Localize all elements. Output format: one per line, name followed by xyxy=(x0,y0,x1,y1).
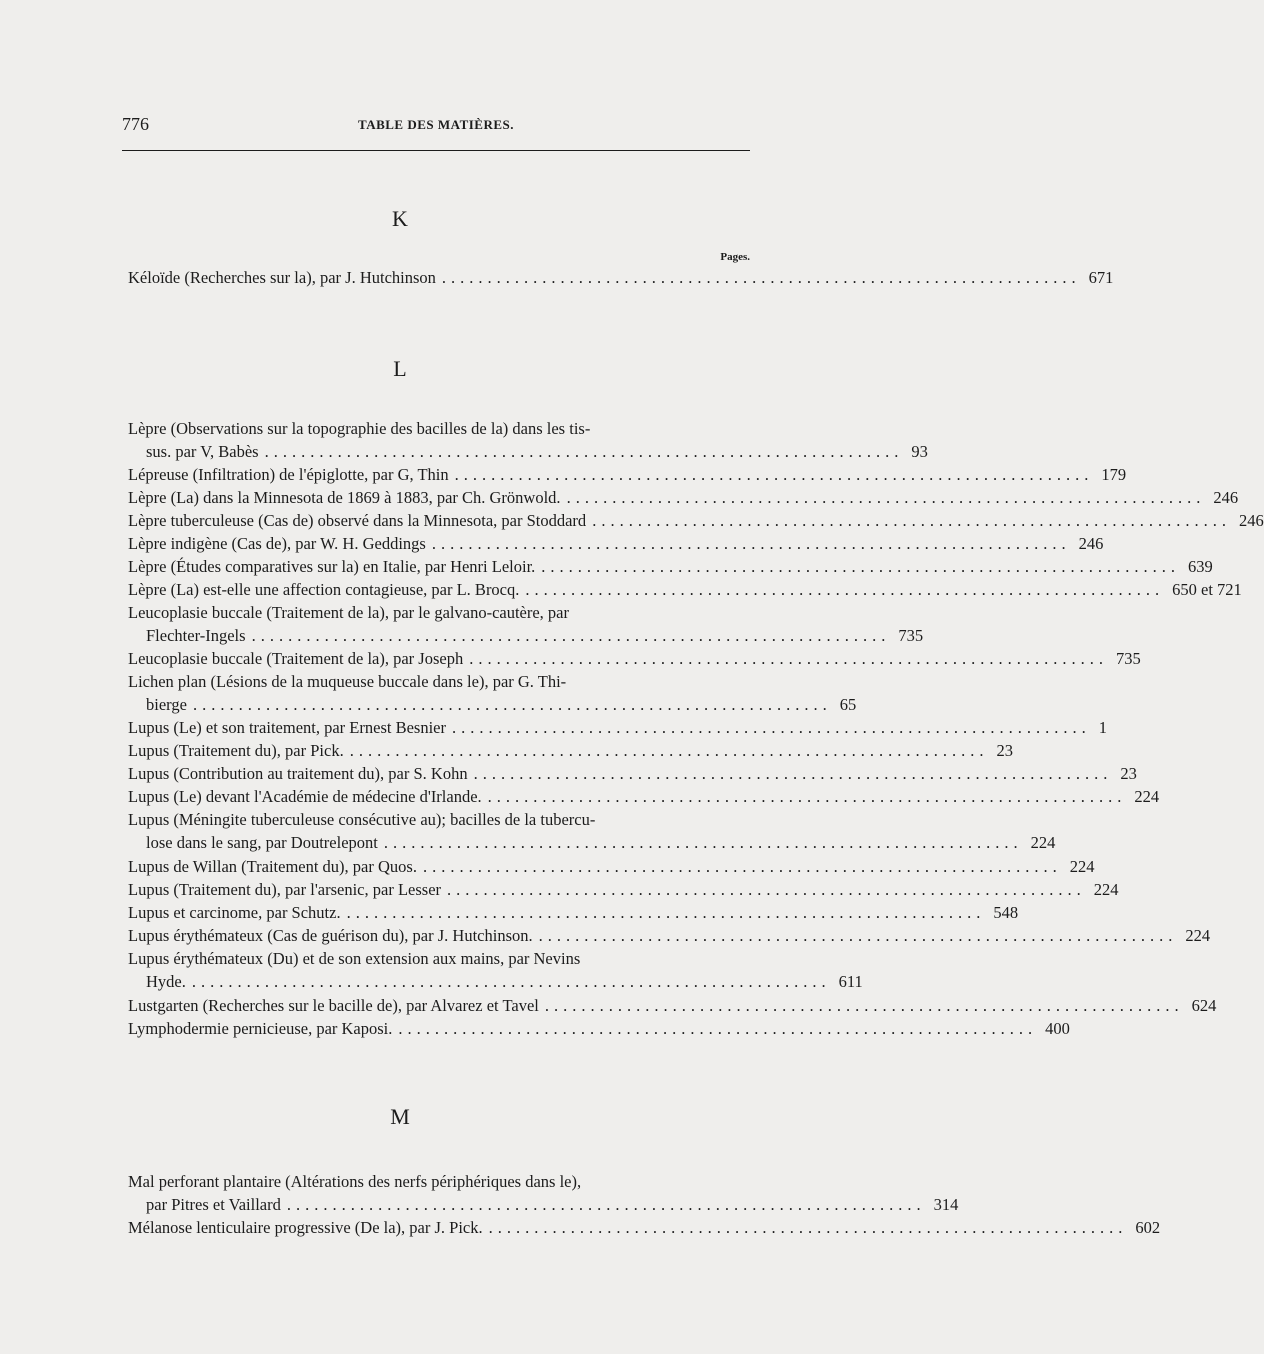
index-entry: Lupus et carcinome, par Schutz. ...................................................................... 548 xyxy=(128,903,1019,922)
index-entry: Lèpre (La) est-elle une affection contagieuse, par L. Brocq. ...................................................................... 650 et 721 xyxy=(128,580,1242,599)
index-entry: Lèpre (Études comparatives sur la) en Italie, par Henri Leloir. ...................................................................... 639 xyxy=(128,557,1213,576)
leader-dots: ...................................................................... xyxy=(264,442,904,461)
entry-page: 224 xyxy=(1069,857,1095,876)
entry-page: 65 xyxy=(839,695,857,714)
leader-dots: ...................................................................... xyxy=(538,926,1178,945)
leader-dots: ...................................................................... xyxy=(441,268,1081,287)
index-entry: Lupus de Willan (Traitement du), par Quos. ...................................................................... 224 xyxy=(128,857,1095,876)
pages-column-label: Pages. xyxy=(720,251,750,263)
entry-page: 23 xyxy=(996,741,1013,760)
index-entry: Lupus (Traitement du), par l'arsenic, par Lesser ...................................................................... 224 xyxy=(128,880,1119,899)
leader-dots: ...................................................................... xyxy=(383,833,1023,852)
entry-page: 246 xyxy=(1213,488,1239,507)
index-entry: Lépreuse (Infiltration) de l'épiglotte, par G, Thin ...................................................................... 179 xyxy=(128,465,1127,484)
index-entry: Lupus (Contribution au traitement du), par S. Kohn ...................................................................... 23 xyxy=(128,764,1137,783)
index-entry: Lupus érythémateux (Du) et de son extension aux mains, par Nevins Hyde. ...................................................................... 611 xyxy=(128,949,863,991)
index-entry: Leucoplasie buccale (Traitement de la), par le galvano-cautère, par Flechter-Ingels ...................................................................... 735 xyxy=(128,603,924,645)
leader-dots: ...................................................................... xyxy=(473,764,1113,783)
leader-dots: ...................................................................... xyxy=(346,903,986,922)
running-title: TABLE DES MATIÈRES. xyxy=(357,117,515,132)
index-entry: Mal perforant plantaire (Altérations des nerfs périphériques dans le), par Pitres et Vaillard ...................................................................... 314 xyxy=(128,1172,959,1214)
leader-dots: ...................................................................... xyxy=(592,511,1231,530)
header-rule xyxy=(122,150,750,151)
index-entry: Kéloïde (Recherches sur la), par J. Hutchinson ...................................................................... 671 xyxy=(128,268,1114,287)
entry-page: 23 xyxy=(1120,764,1137,783)
index-entry: Mélanose lenticulaire progressive (De la), par J. Pick. ...................................................................... 602 xyxy=(128,1218,1161,1237)
entry-page: 735 xyxy=(898,626,924,645)
index-entry: Lustgarten (Recherches sur le bacille de), par Alvarez et Tavel ...................................................................... 624 xyxy=(128,996,1217,1015)
entry-page: 639 xyxy=(1188,557,1213,576)
entry-page: 400 xyxy=(1045,1019,1070,1038)
entry-page: 611 xyxy=(838,972,863,991)
leader-dots: ...................................................................... xyxy=(191,972,831,991)
index-entry: Lymphodermie pernicieuse, par Kaposi. ...................................................................... 400 xyxy=(128,1019,1070,1038)
leader-dots: ...................................................................... xyxy=(454,465,1094,484)
entry-page: 735 xyxy=(1115,649,1141,668)
leader-dots: ...................................................................... xyxy=(286,1195,926,1214)
index-entry: Lèpre (La) dans la Minnesota de 1869 à 1883, par Ch. Grönwold. ...................................................................... 246 xyxy=(128,488,1239,507)
entry-page: 224 xyxy=(1093,880,1119,899)
leader-dots: ...................................................................... xyxy=(488,1218,1128,1237)
index-entry: Lichen plan (Lésions de la muqueuse buccale dans le), par G. Thi- bierge ...................................................................... 65 xyxy=(128,672,857,714)
index-entry: Lupus érythémateux (Cas de guérison du), par J. Hutchinson. ...................................................................... 224 xyxy=(128,926,1211,945)
leader-dots: ...................................................................... xyxy=(398,1019,1038,1038)
entry-page: 224 xyxy=(1134,787,1160,806)
index-entry: Lèpre indigène (Cas de), par W. H. Geddings ...................................................................... 246 xyxy=(128,534,1104,553)
entry-page: 93 xyxy=(911,442,928,461)
entry-page: 650 et 721 xyxy=(1172,580,1242,599)
leader-dots: ...................................................................... xyxy=(544,996,1184,1015)
entry-page: 602 xyxy=(1135,1218,1161,1237)
entry-page: 246 xyxy=(1238,511,1264,530)
page-number: 776 xyxy=(122,114,149,134)
leader-dots: ...................................................................... xyxy=(422,857,1062,876)
leader-dots: ...................................................................... xyxy=(451,718,1091,737)
index-entry: Lupus (Le) devant l'Académie de médecine d'Irlande. ...................................................................... 224 xyxy=(128,787,1160,806)
leader-dots: ...................................................................... xyxy=(349,741,989,760)
entry-page: 1 xyxy=(1098,718,1107,737)
leader-dots: ...................................................................... xyxy=(447,880,1086,899)
leader-dots: ...................................................................... xyxy=(469,649,1108,668)
section-letter-k: K xyxy=(392,206,408,231)
entry-page: 548 xyxy=(993,903,1019,922)
entry-page: 224 xyxy=(1185,926,1211,945)
leader-dots: ...................................................................... xyxy=(192,695,832,714)
running-header xyxy=(122,114,750,138)
index-entry: Lèpre (Observations sur la topographie des bacilles de la) dans les tis- sus. par V, Babès ...................................................................... 93 xyxy=(128,419,928,461)
index-entry: Lupus (Traitement du), par Pick. ...................................................................... 23 xyxy=(128,741,1013,760)
leader-dots: ...................................................................... xyxy=(431,534,1071,553)
entry-page: 246 xyxy=(1078,534,1104,553)
entry-page: 671 xyxy=(1088,268,1114,287)
entry-page: 314 xyxy=(933,1195,959,1214)
leader-dots: ...................................................................... xyxy=(566,488,1206,507)
entry-page: 224 xyxy=(1030,833,1056,852)
index-entry: Leucoplasie buccale (Traitement de la), par Joseph ...................................................................... 735 xyxy=(128,649,1141,668)
index-entry: Lupus (Le) et son traitement, par Ernest Besnier ...................................................................... 1 xyxy=(128,718,1107,737)
leader-dots: ...................................................................... xyxy=(541,557,1181,576)
leader-dots: ...................................................................... xyxy=(251,626,891,645)
section-letter-m: M xyxy=(390,1104,410,1129)
section-letter-l: L xyxy=(393,356,407,381)
entry-page: 624 xyxy=(1191,996,1217,1015)
entry-page: 179 xyxy=(1101,465,1127,484)
leader-dots: ...................................................................... xyxy=(525,580,1165,599)
index-entry: Lèpre tuberculeuse (Cas de) observé dans la Minnesota, par Stoddard ...................................................................... 246 xyxy=(128,511,1264,530)
index-entry: Lupus (Méningite tuberculeuse consécutive au); bacilles de la tubercu- lose dans le sang, par Doutrelepont ...................................................................... 224 xyxy=(128,810,1056,852)
leader-dots: ...................................................................... xyxy=(487,787,1127,806)
